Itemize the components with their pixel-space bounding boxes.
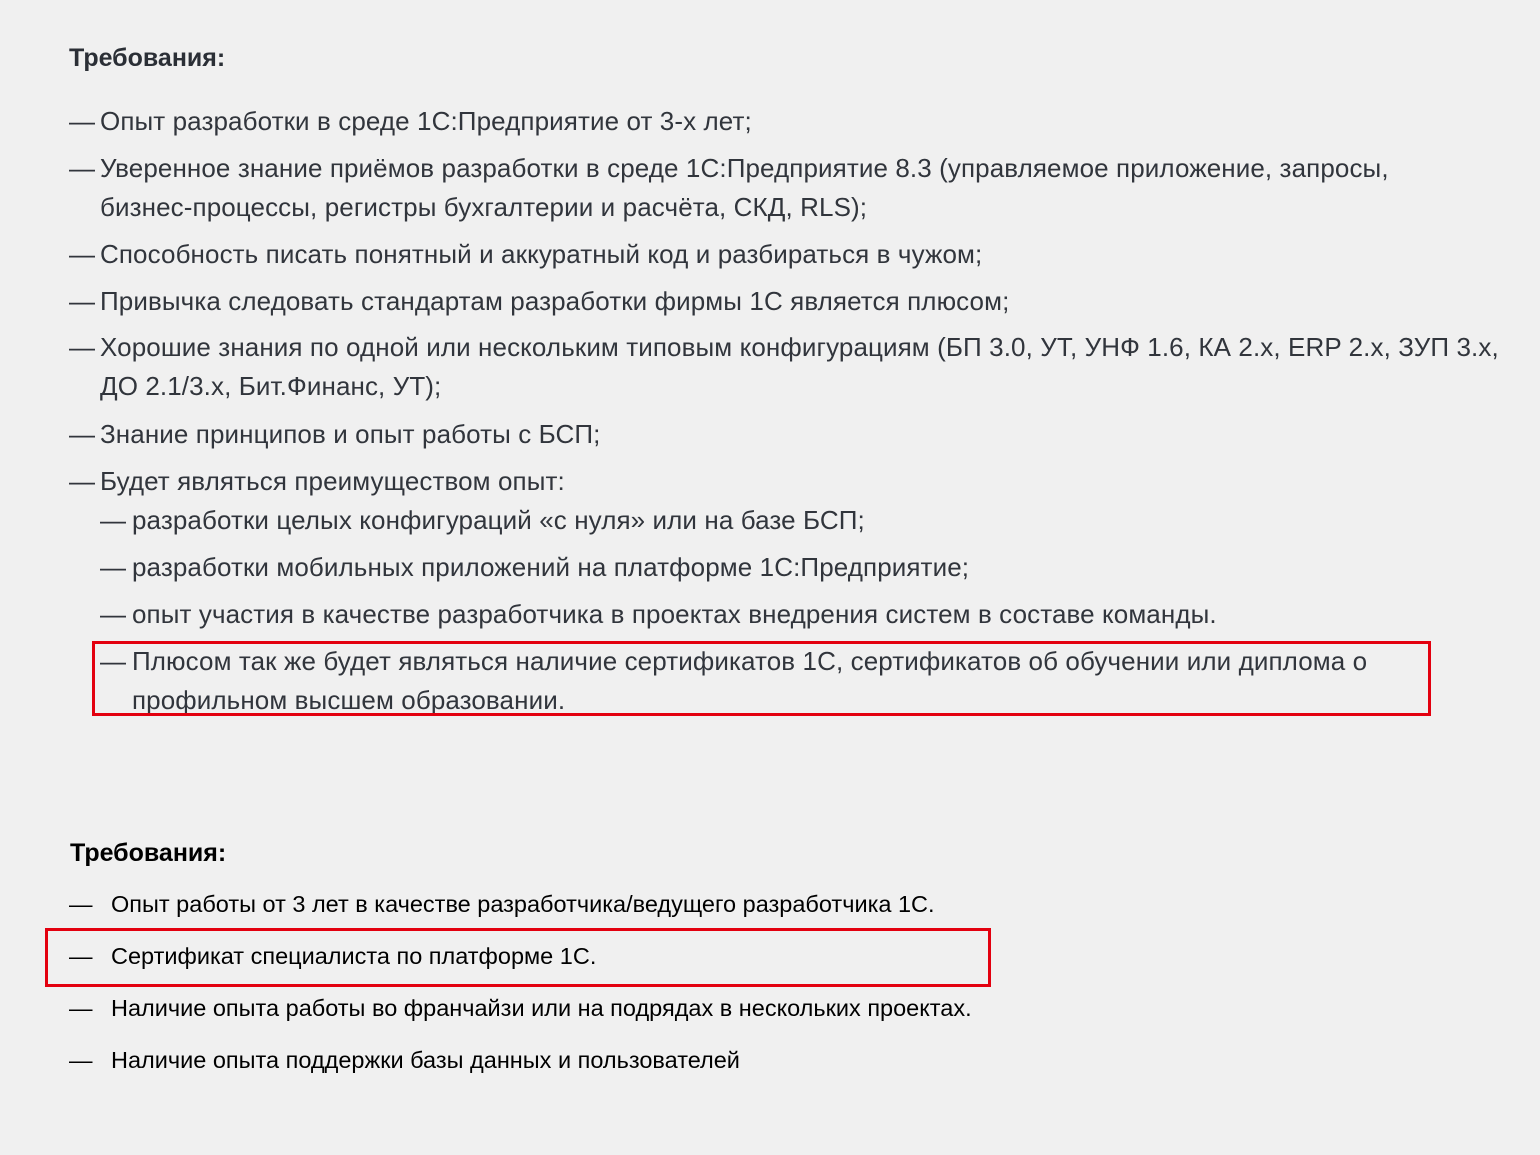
dash-bullet: — (69, 286, 96, 316)
dash-bullet: — (69, 943, 93, 969)
dash-bullet: — (100, 599, 127, 629)
list-item (69, 462, 1509, 501)
dash-bullet: — (69, 239, 96, 269)
dash-bullet: — (69, 153, 96, 183)
dash-bullet: — (69, 106, 96, 136)
dash-bullet: — (69, 995, 93, 1021)
list-item (69, 235, 1509, 274)
list-item (69, 993, 972, 1023)
dash-bullet: — (100, 552, 127, 582)
list-item (69, 282, 1509, 321)
list-item (69, 149, 1509, 227)
dash-bullet: — (69, 332, 96, 362)
item-text: Будет являться преимуществом опыт: (100, 466, 565, 496)
item-text: опыт участия в качестве разработчика в проектах внедрения систем в составе команды. (132, 599, 1217, 629)
item-text: Знание принципов и опыт работы с БСП; (100, 419, 601, 449)
item-text: Опыт работы от 3 лет в качестве разработчика/ведущего разработчика 1С. (111, 891, 935, 917)
section-2-heading: Требования: (70, 839, 227, 867)
item-text: Опыт разработки в среде 1С:Предприятие от 3-х лет; (100, 106, 752, 136)
list-item (69, 328, 1509, 406)
item-text: Уверенное знание приёмов разработки в среде 1С:Предприятие 8.3 (управляемое приложение, запросы, бизнес-процессы, регистры бухгалтерии и расчёта, СКД, RLS); (100, 153, 1389, 222)
item-text: разработки целых конфигураций «с нуля» или на базе БСП; (132, 505, 865, 535)
dash-bullet: — (100, 646, 127, 676)
item-text: Наличие опыта работы во франчайзи или на подрядах в нескольких проектах. (111, 995, 972, 1021)
item-text: Плюсом так же будет являться наличие сертификатов 1С, сертификатов об обучении или диплома о профильном высшем образовании. (132, 646, 1368, 715)
list-item (69, 102, 1509, 141)
item-text: Сертификат специалиста по платформе 1С. (111, 943, 597, 969)
dash-bullet: — (69, 1047, 93, 1073)
item-text: Способность писать понятный и аккуратный код и разбираться в чужом; (100, 239, 983, 269)
dash-bullet: — (69, 419, 96, 449)
list-item (69, 415, 1509, 454)
dash-bullet: — (69, 891, 93, 917)
item-text: Наличие опыта поддержки базы данных и пользователей (111, 1047, 740, 1073)
sub-list-item (100, 548, 1500, 587)
sub-list-item (100, 595, 1500, 634)
highlight-box (45, 928, 991, 987)
sub-list-item (100, 501, 1500, 540)
list-item (69, 889, 935, 919)
dash-bullet: — (69, 466, 96, 496)
item-text: Привычка следовать стандартам разработки фирмы 1С является плюсом; (100, 286, 1010, 316)
dash-bullet: — (100, 505, 127, 535)
section-1-heading: Требования: (69, 44, 226, 72)
item-text: разработки мобильных приложений на платформе 1С:Предприятие; (132, 552, 970, 582)
list-item (69, 1045, 740, 1075)
item-text: Хорошие знания по одной или нескольким типовым конфигурациям (БП 3.0, УТ, УНФ 1.6, КА 2.х, ERP 2.х, ЗУП 3.х, ДО 2.1/3.х, Бит.Финанс, УТ); (100, 332, 1499, 401)
highlight-box (92, 641, 1431, 716)
